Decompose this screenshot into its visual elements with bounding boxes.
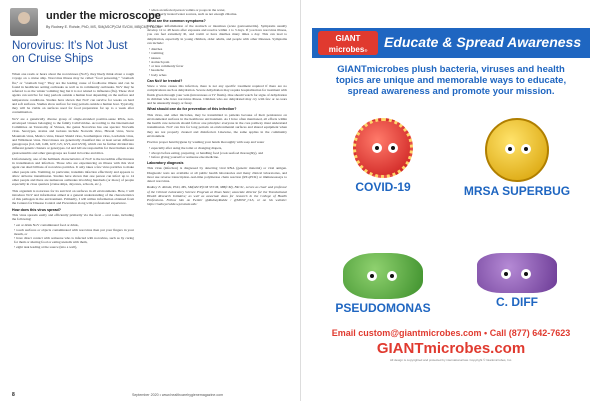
eye-icon xyxy=(521,269,531,279)
paragraph: Unfortunately, one of the hallmark characteristics of NoV is the incredible effectiveness in transmission and infection. Those who are experiencing an illness with this viral agent can shed billions of norovirus particles. It only takes a few virus particles to make other people sick. Vomiting, in particular, transmits infection effectively and appears to allow airborne transmission. Studies have shown that one person can infect up to 14 other people and there are numerous outbreaks involving hundreds (or more) of people especially in close quarters (cruise ships, daycares, schools, etc.). xyxy=(12,156,134,187)
eye-icon xyxy=(372,143,382,153)
list-item: • before giving yourself or someone else medicine. xyxy=(149,155,287,159)
paragraph: Practice proper hand hygiene by washing your hands thoroughly with soap and water xyxy=(147,140,265,144)
column-title: under the microscope xyxy=(46,10,161,22)
eye-icon xyxy=(521,144,531,154)
logo-line-2-text: microbes xyxy=(328,45,365,54)
section-heading: Laboratory diagnosis xyxy=(147,161,184,165)
eye-icon xyxy=(387,271,397,281)
list-item: • vomiting xyxy=(149,51,287,55)
bullet-list xyxy=(14,223,134,249)
list-item: • nausea xyxy=(149,56,287,60)
eye-icon xyxy=(388,143,398,153)
pseudomonas-plush-icon xyxy=(343,253,423,299)
toy-covid xyxy=(328,118,438,194)
list-item: • stomach pain xyxy=(149,60,287,64)
byline: By Rodney E. Rohde, PhD, MS, SM(ASCP)CM SVCM, MB(CM), FACSc xyxy=(46,25,162,29)
bullet-list xyxy=(149,8,287,17)
ad-legal: All design is copyrighted and protected by international law. Copyright © Giantmicrobes, Inc. xyxy=(389,358,513,362)
toy-mrsa xyxy=(462,118,572,198)
paragraph: This virus spreads easily and efficiently primarily via the fecal – oral route, including the following: xyxy=(12,212,134,221)
bullet-list xyxy=(149,146,287,159)
mrsa-plush-icon xyxy=(485,118,549,182)
section-heading: How does this virus spread? xyxy=(12,207,61,212)
article-title: Norovirus: It’s Not Just on Cruise Ships xyxy=(12,40,128,65)
list-item: • have direct contact with someone who is infected with norovirus, such as by caring for them or sharing food or eating utensils with them, xyxy=(14,236,134,245)
list-item: • diarrhea xyxy=(149,47,287,51)
ad-header-bar xyxy=(312,28,590,58)
section-heading: What are the common symptoms? xyxy=(147,18,206,23)
ad-tagline: GIANTmicrobes plush bacteria, viruses and health topics are unique and memorable ways to educate, spread awareness and promote your mission. xyxy=(335,64,567,97)
article-column-1 xyxy=(12,72,134,251)
article-column-2 xyxy=(147,8,287,209)
symptom-list xyxy=(149,47,287,77)
toy-label: PSEUDOMONAS xyxy=(335,301,431,315)
ad-contact[interactable]: Email custom@giantmicrobes.com • Call (877) 642-7623 xyxy=(331,328,571,338)
list-item: • eight task leading at the source (into a well), xyxy=(14,245,134,249)
toy-pseudomonas xyxy=(328,253,438,315)
toy-label: C. DIFF xyxy=(496,295,538,309)
footer-info: September 2020 • www.healthcarehygienemagazine.com xyxy=(132,393,224,397)
author-photo xyxy=(10,8,38,36)
paragraph: NoV are a genetically diverse group of single-stranded positive-sense RNA, non-enveloped viruses belonging to the family Caliciviridae. According to the International Committee on Taxonomy of Viruses, the genus Norovirus has one species: Norwalk virus. Serotypes, strains and isolates include Norwalk virus, Hawaii virus, Snow Mountain virus, Mexico virus, Desert Shield virus, Southampton virus, Lordsdale virus, and Wilkinson virus. Noroviruses are genetically classified into at least seven different genogroups (GI, GII, GIII, GIV, GV, GVI, and GVII), which can be further divided into different genetic clusters or genotypes. GI and GII are responsible for most human acute gastroenteritis and other genogroups are found in bovine and mice. xyxy=(12,116,134,155)
giantmicrobes-logo xyxy=(318,31,378,55)
toy-label: MRSA SUPERBUG xyxy=(463,184,571,198)
list-item: • eat or drink NoV contaminated food or drink, xyxy=(14,223,134,227)
section-heading: What should one do for prevention of this infection? xyxy=(147,107,237,112)
list-item: • touch surfaces or objects contaminated with norovirus then put your fingers in your mouth, or xyxy=(14,228,134,237)
eye-icon xyxy=(505,144,515,154)
giantmicrobes-ad[interactable] xyxy=(312,28,590,363)
eye-icon xyxy=(501,269,511,279)
list-item: • always before eating, preparing, or handling food (cook seafood thoroughly), and xyxy=(149,151,287,155)
list-item: • especially after using the toilet or changing diapers, xyxy=(149,146,287,150)
logo-line-2 xyxy=(318,44,378,56)
toy-label: COVID-19 xyxy=(355,180,411,194)
trademark-symbol: ® xyxy=(364,48,368,53)
paragraph: Since a virus causes this infection, there is not any specific treatment required if there are no complications such as dehydration. Severe dehydration may require hospitalization for treatment with fluids given through your vein (intravenous or IV fluids). One should watch for signs of dehydration in children who have norovirus illness. Children who are dehydrated may cry with few or no tears and be unusually sleepy or fussy. xyxy=(147,84,287,105)
author-bio: Rodney E. Rohde, PhD, MS, SM(ASCP)CM SVCM, MB(CM), FACSc, serves as chair and professor of the Clinical Laboratory Science Program at Texas State; associate director for the Translational Health Research Initiative; as well as associate dean for research in the College of Health Professions. Follow him on Twitter @RodneyRohde / @MOST_CLS, or on his website: https://rodneyerohde.wp.txstate.edu/ xyxy=(147,185,287,207)
paragraph: This organism is notorious for its survival on surfaces in all environments. Here, I will introduce NoV and information aimed at a general understanding of the characteristics of this pathogen in the environment. Primarily, I will utilize information obtained from the Centers for Disease Control and Prevention along with professional experience. xyxy=(12,188,134,206)
covid-plush-icon xyxy=(353,118,413,178)
list-item: • or less commonly fever xyxy=(149,64,287,68)
paragraph: NoV cause inflammation of the stomach or intestines (acute gastroenteritis). Symptoms usually develop 12 to 48 hours after exposure and resolve within 1 to 3 days. If you have norovirus illness, you can feel extremely ill, and vomit or have diarrhea many times a day. This can lead to dehydration, especially in young children, older adults, and people with other illnesses. Symptoms can include: xyxy=(147,23,287,45)
cdiff-plush-icon xyxy=(477,253,557,293)
eye-icon xyxy=(367,271,377,281)
ad-banner: Educate & Spread Awareness xyxy=(384,34,582,50)
page-number: 8 xyxy=(12,392,15,398)
list-item: • improperly treated water sources, such as not enough chlorine. xyxy=(149,12,287,16)
paragraph: This virus (infection) is diagnosed by detecting viral RNA (genetic material) or viral antigen. Diagnostic tests are available at all public health laboratories and many clinical laboratories, and most use reverse transcription–real-time polymerase chain reaction (RT-qPCR) or immunoassays to detect norovirus. xyxy=(147,166,287,183)
ad-website-link[interactable]: GIANTmicrobes.com xyxy=(376,340,526,357)
list-item: • headache xyxy=(149,68,287,72)
section-heading: Can NoV be treated? xyxy=(147,78,183,83)
toy-cdiff xyxy=(462,253,572,309)
paragraph: When one reads or hears about the noroviruses (NoV), they likely think about a rough voyage on a cruise ship. Norovirus illness may be called “food poisoning,” “stomach flu,” or “stomach bug.” They are the leading cause of foodborne illness and can be found in healthcare setting outbreaks as well as in community outbreaks. NoV may be referred to as the winter vomiting bug but it is not related to influenza (flu). These viral agents can survive for long periods outside a human host depending on the surface and temperature conditions. Studies have shown that NoV can survive for weeks on hard and soft surfaces. Studies show surface for long periods outside a human host. Typically, they will be viable on surfaces used for food preparation for up to a week after contamination. xyxy=(12,72,134,115)
logo-line-1: GIANT xyxy=(335,34,361,43)
list-item: • body aches xyxy=(149,73,287,77)
paragraph: This virus, and other microbes, may be transmitted to patients because of their persistence on environmental surfaces in the healthcare environment. As I have often mentioned, all efforts within the health care network should follow one principle: everyone in the care pathway must understand transmission. NoV can live for long periods on environmental surfaces and shared equipment when they are not properly cleaned and disinfected. Likewise, the same applies in the community environment. xyxy=(147,112,287,138)
list-item: • when an infected person vomits or poops in the water, xyxy=(149,8,287,12)
